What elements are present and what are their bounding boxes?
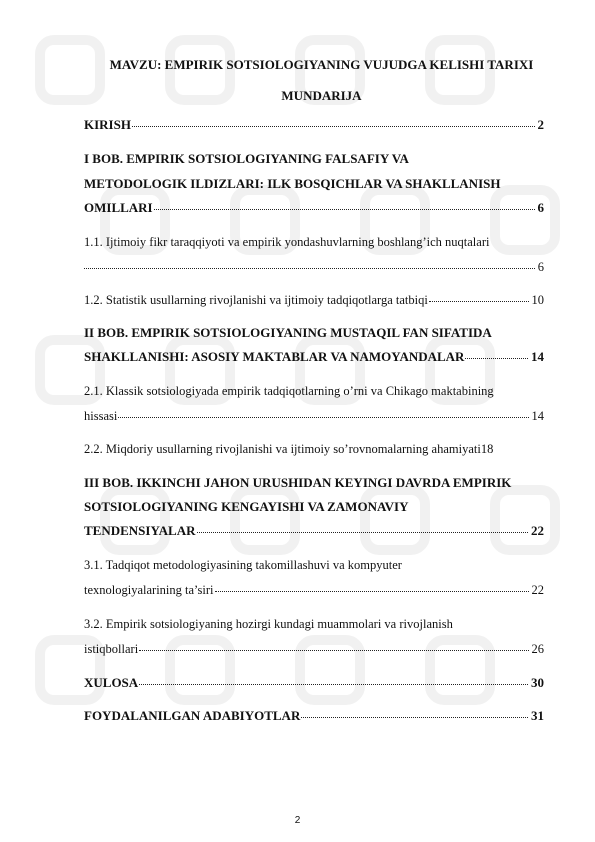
toc-entry-label: OMILLARI: [84, 200, 153, 215]
toc-entry-label: KIRISH: [84, 117, 131, 132]
toc-entry-section-1-1-line-1[interactable]: 1.1. Ijtimoiy fikr taraqqiyoti va empirik yondashuvlarning boshlang’ich nuqtalari: [84, 235, 490, 249]
page-number: 2: [294, 815, 301, 826]
toc-page-number: 22: [531, 583, 544, 597]
toc-entry-label: istiqbollari: [84, 642, 139, 656]
dot-leader: [465, 358, 528, 359]
toc-entry-chapter-3-line-2[interactable]: SOTSIOLOGIYANING KENGAYISHI VA ZAMONAVIY: [84, 499, 409, 514]
toc-entry-label: FOYDALANILGAN ADABIYOTLAR: [84, 708, 301, 723]
toc-entry-chapter-2-line-1[interactable]: II BOB. EMPIRIK SOTSIOLOGIYANING MUSTAQIL FAN SIFATIDA: [84, 325, 492, 340]
toc-entry-label: hissasi: [84, 409, 118, 423]
toc-entry-label: SHAKLLANISHI: ASOSIY MAKTABLAR VA NAMOYANDALAR: [84, 349, 465, 364]
dot-leader: [139, 684, 528, 685]
toc-entry-label: texnologiyalarining ta’siri: [84, 583, 214, 597]
dot-leader: [197, 532, 529, 533]
toc-page-number: 22: [531, 523, 544, 538]
toc-entry-chapter-3[interactable]: [84, 523, 544, 539]
dot-leader: [215, 591, 529, 592]
toc-entry-chapter-1[interactable]: [84, 200, 544, 216]
dot-leader: [429, 301, 529, 302]
toc-entry-section-3-2[interactable]: [84, 641, 544, 657]
toc-entry-kirish[interactable]: [84, 117, 544, 133]
dot-leader: [132, 126, 535, 127]
toc-entry-chapter-1-line-2[interactable]: METODOLOGIK ILDIZLARI: ILK BOSQICHLAR VA SHAKLLANISH: [84, 176, 501, 191]
dot-leader: [301, 717, 528, 718]
dot-leader: [154, 209, 535, 210]
dot-leader: [139, 650, 528, 651]
toc-entry-label: 2.2. Miqdoriy usullarning rivojlanishi va ijtimoiy so’rovnomalarning ahamiyati: [84, 442, 481, 456]
toc-entry-chapter-2[interactable]: [84, 349, 544, 365]
toc-page-number: 14: [531, 409, 544, 423]
toc-entry-references[interactable]: [84, 708, 544, 724]
toc-page-number: 30: [531, 675, 544, 690]
toc-entry-section-2-1-line-1[interactable]: 2.1. Klassik sotsiologiyada empirik tadqiqotlarning o’rni va Chikago maktabining: [84, 384, 494, 398]
toc-entry-section-3-1[interactable]: [84, 582, 544, 598]
toc-entry-label: XULOSA: [84, 675, 139, 690]
document-title: MAVZU: EMPIRIK SOTSIOLOGIYANING VUJUDGA KELISHI TARIXI: [109, 57, 534, 72]
dot-leader: [118, 417, 528, 418]
toc-entry-xulosa[interactable]: [84, 675, 544, 691]
toc-entry-section-3-1-line-1[interactable]: 3.1. Tadqiqot metodologiyasining takomillashuvi va kompyuter: [84, 558, 402, 572]
toc-entry-section-1-2[interactable]: [84, 292, 544, 308]
dot-leader: [84, 268, 535, 269]
toc-page-number: 14: [531, 349, 544, 364]
toc-entry-label: 1.2. Statistik usullarning rivojlanishi va ijtimoiy tadqiqotlarga tatbiqi: [84, 293, 428, 307]
toc-page-number: 31: [531, 708, 544, 723]
toc-entry-section-2-2[interactable]: [84, 441, 544, 457]
toc-entry-section-2-1[interactable]: [84, 408, 544, 424]
toc-page-number: 18: [480, 442, 494, 456]
toc-entry-section-1-1[interactable]: [84, 259, 544, 275]
toc-page-number: 6: [537, 260, 544, 274]
toc-entry-label: TENDENSIYALAR: [84, 523, 196, 538]
toc-page-number: 2: [537, 117, 544, 132]
toc-entry-chapter-3-line-1[interactable]: III BOB. IKKINCHI JAHON URUSHIDAN KEYINGI DAVRDA EMPIRIK: [84, 475, 512, 490]
toc-entry-section-3-2-line-1[interactable]: 3.2. Empirik sotsiologiyaning hozirgi kundagi muammolari va rivojlanish: [84, 617, 453, 631]
contents-heading: MUNDARIJA: [281, 88, 362, 103]
toc-page-number: 10: [531, 293, 544, 307]
toc-entry-chapter-1-line-1[interactable]: I BOB. EMPIRIK SOTSIOLOGIYANING FALSAFIY VA: [84, 151, 409, 166]
toc-page-number: 26: [531, 642, 544, 656]
toc-page-number: 6: [537, 200, 544, 215]
